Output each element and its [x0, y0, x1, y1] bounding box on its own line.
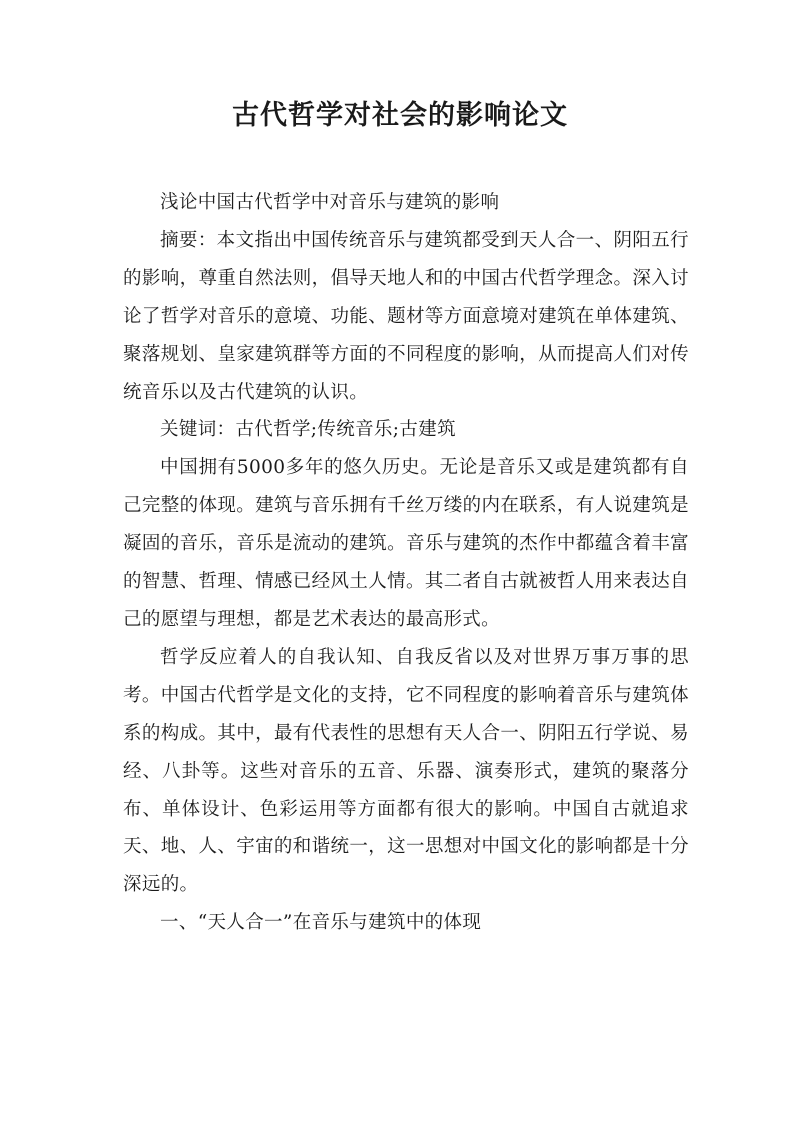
document-body: [123, 184, 689, 942]
body-paragraph: 中国拥有5000多年的悠久历史。无论是音乐又或是建筑都有自己完整的体现。建筑与音乐拥有千丝万缕的内在联系，有人说建筑是凝固的音乐，音乐是流动的建筑。音乐与建筑的杰作中都蕴含着丰富的智慧、哲理、情感已经风土人情。其二者自古就被哲人用来表达自己的愿望与理想，都是艺术表达的最高形式。: [123, 457, 689, 630]
keywords-paragraph: 关键词：古代哲学;传统音乐;古建筑: [160, 419, 456, 441]
body-paragraph: 哲学反应着人的自我认知、自我反省以及对世界万事万事的思考。中国古代哲学是文化的支持，它不同程度的影响着音乐与建筑体系的构成。其中，最有代表性的思想有天人合一、阴阳五行学说、易经、八卦等。这些对音乐的五音、乐器、演奏形式，建筑的聚落分布、单体设计、色彩运用等方面都有很大的影响。中国自古就追求天、地、人、宇宙的和谐统一，这一思想对中国文化的影响都是十分深远的。: [123, 646, 689, 896]
document-title: 古代哲学对社会的影响论文: [232, 100, 568, 131]
subtitle-paragraph: 浅论中国古代哲学中对音乐与建筑的影响: [160, 192, 500, 213]
abstract-paragraph: 摘要：本文指出中国传统音乐与建筑都受到天人合一、阴阳五行的影响，尊重自然法则，倡导天地人和的中国古代哲学理念。深入讨论了哲学对音乐的意境、功能、题材等方面意境对建筑在单体建筑、聚落规划、皇家建筑群等方面的不同程度的影响，从而提高人们对传统音乐以及古代建筑的认识。: [123, 229, 689, 403]
section-heading: 一、“天人合一”在音乐与建筑中的体现: [160, 912, 482, 934]
